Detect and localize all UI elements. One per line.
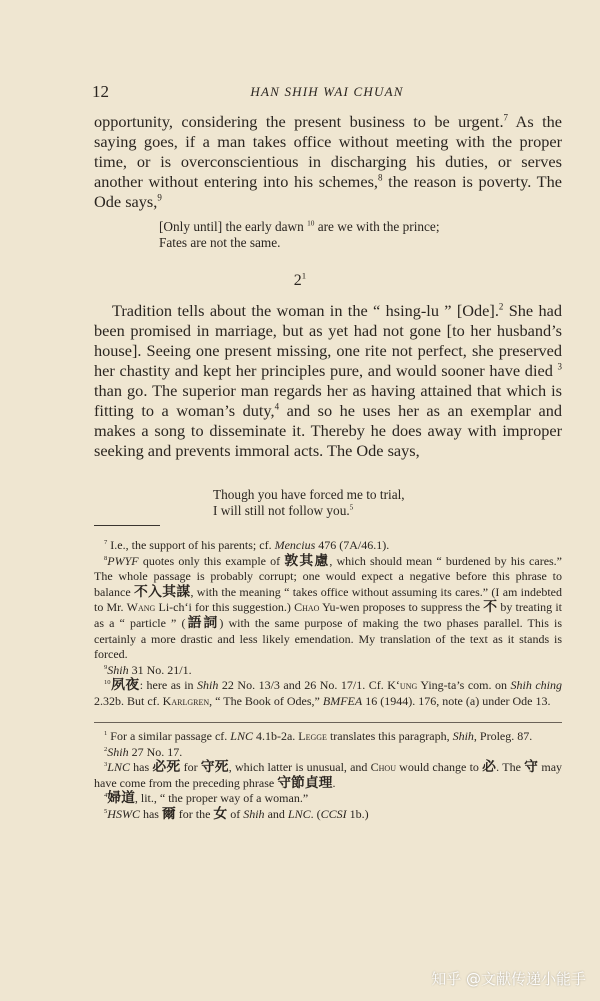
footnote-ref-1: 1	[301, 270, 307, 281]
chinese-text: 不	[483, 599, 498, 616]
section-number	[0, 272, 600, 290]
italic-text: Shih	[243, 806, 265, 821]
text-run: 27 No. 17.	[128, 744, 183, 759]
text-run: , “ The Book of Odes,”	[209, 693, 323, 708]
text-run: : here as in	[139, 678, 198, 693]
footnotes-previous-section	[94, 538, 562, 710]
chinese-text: 不入其謀	[133, 583, 191, 600]
footnote-number: 8	[104, 554, 108, 562]
page-number: 12	[92, 82, 109, 101]
footnote-1	[94, 729, 562, 745]
chinese-text: 語詞	[185, 614, 220, 631]
footnote-3	[94, 760, 562, 791]
text-run: are we with the prince;	[314, 219, 440, 234]
small-caps-name: Legge	[298, 729, 327, 743]
text-run: Yu-wen proposes to suppress the	[319, 600, 484, 615]
text-run: for the	[175, 806, 214, 821]
text-run: would change to	[395, 760, 483, 775]
text-run: of	[227, 806, 244, 821]
page-header	[92, 82, 562, 102]
italic-text: Shih	[107, 744, 129, 759]
footnote-number: 7	[104, 539, 108, 546]
text-run: has	[129, 760, 153, 775]
footnote-number: 1	[104, 730, 108, 737]
small-caps-name: Wang	[126, 600, 156, 615]
footnote-ref-3: 3	[557, 361, 562, 372]
footnotes-current-section	[94, 729, 562, 823]
italic-text: HSWC	[107, 806, 140, 821]
footnote-2	[94, 745, 562, 761]
text-run: translates this paragraph,	[326, 729, 453, 743]
text-run: I.e., the support of his parents; cf.	[107, 538, 275, 552]
footnote-ref-10: 10	[307, 218, 315, 228]
text-run: 16 (1944). 176, note (a) under Ode 13.	[362, 693, 551, 708]
text-run: , lit., “ the proper way of a woman.”	[134, 791, 309, 806]
chinese-text: 爾	[161, 805, 176, 822]
text-run: Li-ch‘i for this suggestion.)	[155, 600, 295, 615]
text-run: . (	[310, 806, 321, 821]
footnote-ref-2: 2	[498, 301, 504, 312]
chinese-text: 必	[482, 759, 497, 776]
footnote-number: 10	[104, 679, 111, 687]
verse-line	[213, 503, 405, 519]
chinese-text: 守死	[200, 759, 229, 776]
italic-text: Shih	[197, 678, 219, 693]
text-run: opportunity, considering the present business to be urgent.	[94, 112, 504, 131]
text-run: 2.32b. But cf.	[94, 693, 163, 708]
text-run: , which latter is unusual, and	[228, 760, 371, 775]
text-run: As the saying goes, if a man takes office without meeting with the proper time, or is overconscientious in discharging his duties, or serves another without entering into his schemes,	[94, 112, 562, 191]
text-run: 476 (7A/46.1).	[315, 538, 390, 552]
text-run: , Proleg. 87.	[473, 729, 533, 743]
verse-line: Fates are not the same.	[159, 235, 281, 250]
footnote-ref-7: 7	[503, 112, 509, 123]
text-run: the reason is poverty. The Ode says,	[94, 172, 562, 211]
footnote-9	[94, 663, 562, 679]
footnote-number: 5	[104, 807, 108, 815]
italic-text: Shih ching	[510, 678, 562, 693]
text-run: , which should mean “ burdened by his cares.” The whole passage is probably corrupt; one would expect a negative before this phrase to balance	[94, 553, 563, 599]
footnote-ref-8: 8	[377, 172, 383, 183]
footnote-separator	[94, 722, 562, 723]
text-run: 4.1b-2a.	[252, 729, 299, 743]
chinese-text: 守節貞理	[277, 774, 333, 791]
verse-line: Though you have forced me to trial,	[213, 487, 405, 502]
footnote-ref-4: 4	[274, 401, 280, 412]
watermark: 知乎 @文献传递小能手	[431, 970, 586, 988]
verse-quote-2	[213, 487, 405, 519]
text-run: and so he uses her as an exemplar and makes a song to disseminate it. Thereby he does away with improper seeking and prevents immoral acts. The Ode says,	[94, 401, 562, 460]
chinese-text: 夙夜	[110, 677, 140, 694]
text-run: 1b.)	[346, 806, 369, 821]
footnote-number: 3	[104, 761, 108, 769]
italic-text: CCSI	[320, 806, 347, 821]
italic-text: PWYF	[107, 553, 139, 568]
italic-text: Shih	[107, 662, 129, 677]
chinese-text: 女	[213, 805, 228, 822]
text-run: for	[180, 760, 201, 775]
text-run: [Only until] the early dawn	[159, 219, 308, 234]
italic-text: LNC	[107, 760, 130, 775]
text-run: . The	[496, 760, 525, 775]
text-run: Tradition tells about the woman in the “ hsing-lu ” [Ode].	[112, 301, 499, 320]
footnote-ref-9: 9	[157, 192, 162, 203]
italic-text: LNC	[287, 806, 311, 821]
chinese-text: 守	[524, 759, 539, 776]
footnote-ref-5: 5	[349, 502, 354, 512]
footnote-5	[94, 807, 562, 823]
section-num: 2	[293, 272, 302, 289]
italic-text: LNC	[230, 729, 253, 743]
text-run: , with the meaning “ takes office without assuming its cares.” (I am indebted to Mr.	[94, 584, 563, 615]
footnote-7	[94, 538, 562, 554]
footnote-rule	[94, 525, 160, 526]
small-caps-name: Chao	[294, 600, 320, 615]
italic-text: Mencius	[274, 538, 316, 552]
running-head: HAN SHIH WAI CHUAN	[250, 84, 404, 99]
text-run: quotes only this example of	[138, 553, 285, 568]
footnote-10	[94, 678, 562, 709]
small-caps-name: Chou	[370, 760, 396, 775]
text-run: Ying-ta’s com. on	[417, 678, 511, 693]
text-run: I will still not follow you.	[213, 503, 350, 518]
italic-text: BMFEA	[322, 693, 363, 708]
small-caps-name: K‘ung	[387, 678, 418, 693]
paragraph-1	[94, 112, 562, 212]
text-run: 22 No. 13/3 and 26 No. 17/1. Cf.	[218, 678, 388, 693]
italic-text: Shih	[452, 729, 474, 743]
text-run: by treating it as a “ particle ” (	[94, 600, 562, 630]
footnote-number: 9	[104, 663, 108, 671]
text-run: 31 No. 21/1.	[128, 662, 192, 677]
text-run: .	[332, 775, 336, 790]
text-run: She had been promised in marriage, but as yet had not gone [to her husband’s house]. Seeing one present missing, one rite not perfect, she preserved her chastity and kept her principles pure, and would sooner have died	[94, 301, 562, 380]
text-run: ) with the same purpose of making the two phases parallel. This is certainly a more drastic and less likely emendation. My translation of the text as it stands is forced.	[94, 615, 562, 662]
footnote-4	[94, 791, 562, 807]
text-run: For a similar passage cf.	[107, 729, 231, 743]
paragraph-2	[94, 301, 562, 461]
verse-line	[159, 219, 440, 235]
chinese-text: 婦道	[107, 790, 135, 807]
text-run: and	[264, 806, 288, 821]
text-run: than go. The superior man regards her as having attained that which is fitting to a woman’s duty,	[94, 381, 562, 420]
chinese-text: 必死	[152, 759, 181, 776]
footnote-number: 4	[104, 792, 108, 800]
text-run: may have come from the preceding phrase	[94, 760, 563, 790]
footnote-8	[94, 554, 562, 663]
footnote-number: 2	[104, 745, 108, 753]
small-caps-name: Karlgren	[162, 693, 210, 708]
verse-quote-1	[159, 219, 440, 251]
chinese-text: 敦其慮	[284, 552, 330, 569]
text-run: has	[139, 806, 162, 821]
